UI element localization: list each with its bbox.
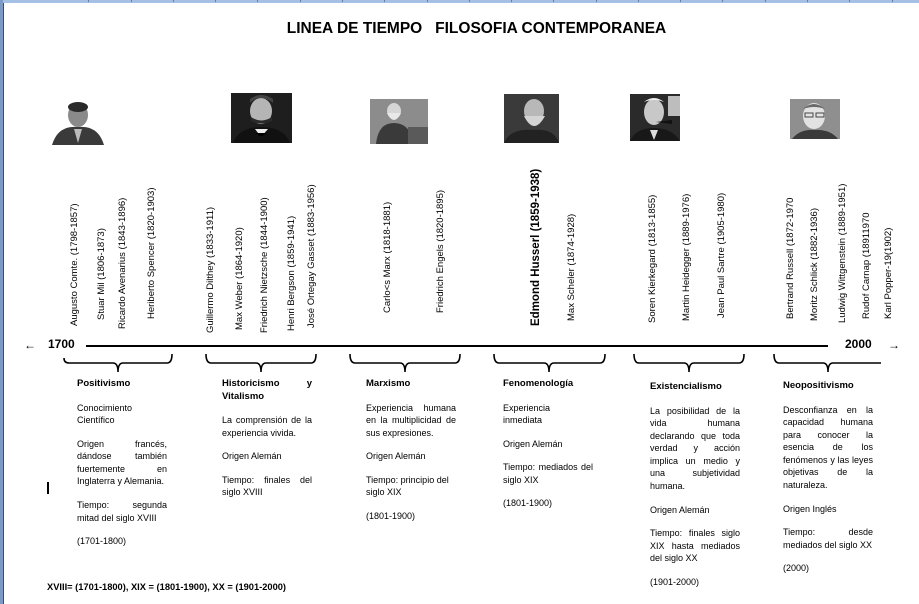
school-time: Tiempo: finales del siglo XVIII [222, 474, 312, 498]
horizontal-ruler[interactable] [0, 0, 919, 3]
end-year-label: 2000 [845, 337, 872, 351]
ruler-tick [511, 0, 512, 2]
brace-marxismo-icon [349, 350, 461, 376]
ruler-tick [849, 0, 850, 2]
philosopher-label: Henri Bergson (1859-1941) [286, 215, 297, 331]
school-neopositivismo [783, 378, 873, 586]
school-description: Experiencia humana en la multiplicidad de sus expresiones. [366, 402, 456, 438]
text-cursor [47, 482, 49, 494]
ruler-tick [638, 0, 639, 2]
philosopher-label: José Ortegay Gasset (1883-1956) [306, 184, 317, 328]
school-historicismo-vitalismo [222, 378, 312, 510]
philosopher-label: Bertrand Russell (1872-1970 [785, 197, 796, 319]
philosopher-label: Karl Popper-19(1902) [883, 227, 894, 319]
portrait-carnap-image[interactable] [790, 99, 840, 139]
school-description: Conocimiento Científico [77, 402, 133, 426]
philosopher-label: Jean Paul Sartre (1905-1980) [716, 192, 727, 318]
ruler-tick [173, 0, 174, 2]
brace-historicismo-icon [205, 350, 317, 376]
start-year-label: 1700 [48, 337, 75, 351]
school-time: Tiempo: desde mediados del siglo XX [783, 527, 873, 550]
school-origin: Origen francés, dándose también fuertemente en Inglaterra y Alemania. [77, 438, 167, 487]
school-title: Existencialismo [650, 381, 722, 392]
philosopher-label: Guillermo Dilthey (1833-1911) [205, 206, 216, 333]
ruler-tick [553, 0, 554, 2]
school-description: Experiencia inmediata [503, 402, 551, 426]
portrait-comte-image[interactable] [48, 95, 108, 145]
page-title: LINEA DE TIEMPO FILOSOFIA CONTEMPORANEA [286, 20, 667, 37]
timeline-axis [86, 345, 828, 347]
ruler-tick [807, 0, 808, 2]
ruler-tick [257, 0, 258, 2]
school-time: Tiempo: finales siglo XIX hasta mediados del siglo XX [650, 528, 740, 564]
brace-neopositivismo-icon [773, 350, 882, 376]
school-fenomenologia [503, 378, 593, 521]
brace-fenomenologia-icon [493, 350, 606, 376]
school-description: La comprensión de la experiencia vivida. [222, 415, 312, 438]
school-range: (1801-1900) [366, 511, 416, 522]
ruler-tick [215, 0, 216, 2]
ruler-tick [88, 0, 89, 2]
school-title: Positivismo [77, 378, 131, 389]
philosopher-label-featured: Edmond Husserl (1859-1938) [530, 168, 542, 326]
school-range: (1701-1800) [77, 536, 127, 547]
philosopher-label: Friedrich Nietzsche (1844-1900) [259, 197, 270, 333]
right-arrow-icon: → [888, 338, 900, 352]
school-title: Marxismo [366, 378, 411, 389]
ruler-tick [722, 0, 723, 2]
ruler-tick [384, 0, 385, 2]
philosopher-label: Moritz Schlick (1882-1936) [809, 208, 820, 321]
philosopher-label: Max Scheler (1874-1928) [566, 213, 577, 321]
school-positivismo [77, 378, 167, 559]
school-description: La posibilidad de la vida humana declarando que toda verdad y acción implica un medio y una subjetividad humana. [650, 405, 740, 492]
ruler-tick [892, 0, 893, 2]
philosopher-label: Max Weber (1864-1920) [234, 227, 245, 330]
philosopher-label: Ludwig Wittgenstein (1889-1951) [837, 183, 848, 323]
ruler-tick [342, 0, 343, 2]
century-legend: XVIII= (1701-1800), XIX = (1801-1900), XX = (1901-2000) [47, 582, 287, 592]
ruler-tick [469, 0, 470, 2]
ruler-tick [300, 0, 301, 2]
school-title: Fenomenología [503, 378, 574, 389]
philosopher-label: Carlo<s Marx (1818-1881) [382, 201, 393, 313]
school-range: (2000) [783, 563, 810, 574]
philosopher-label: Soren Kierkegard (1813-1855) [647, 194, 658, 323]
school-time: Tiempo: principio del siglo XIX [366, 474, 449, 498]
page-edge [3, 3, 4, 604]
school-title: Historicismo y Vitalismo [222, 378, 312, 402]
philosopher-label: Stuar Mil (1806-1873) [96, 228, 107, 320]
school-origin: Origen Alemán [222, 451, 282, 462]
school-title: Neopositivismo [783, 380, 854, 391]
school-range: (1801-1900) [503, 498, 553, 509]
philosopher-label: Friedrich Engels (1820-1895) [435, 189, 446, 313]
portrait-nietzsche-image[interactable] [231, 93, 292, 143]
ruler-tick [131, 0, 132, 2]
ruler-tick [427, 0, 428, 2]
brace-positivismo-icon [63, 350, 173, 376]
school-origin: Origen Alemán [650, 504, 710, 515]
portrait-russell-image[interactable] [630, 94, 680, 141]
philosopher-label: Heriberto Spencer (1820-1903) [146, 187, 157, 319]
school-existencialismo [650, 378, 740, 600]
ruler-tick [596, 0, 597, 2]
ruler-tick [765, 0, 766, 2]
portrait-marx-image[interactable] [370, 99, 428, 144]
portrait-husserl-image[interactable] [504, 94, 559, 143]
school-origin: Origen Inglés [783, 503, 837, 514]
school-origin: Origen Alemán [366, 451, 426, 462]
philosopher-label: Ricardo Avenarius (1843-1896) [117, 197, 128, 329]
left-arrow-icon: ← [24, 338, 36, 352]
school-description: Desconfianza en la capacidad humana para conocer la esencia de los fenómenos y las leyes objetivas de la naturaleza. [783, 404, 873, 491]
philosopher-label: Augusto Comte. (1798-1857) [69, 203, 80, 326]
philosopher-label: Martin Heidegger (1889-1976) [681, 193, 692, 321]
school-range: (1901-2000) [650, 577, 700, 588]
school-origin: Origen Alemán [503, 438, 563, 449]
school-time: Tiempo: mediados del siglo XIX [503, 462, 593, 485]
brace-existencialismo-icon [633, 350, 745, 376]
ruler-tick [680, 0, 681, 2]
school-marxismo [366, 378, 456, 534]
philosopher-label: Rudof Carnap (18911970 [861, 212, 872, 319]
school-time: Tiempo: segunda mitad del siglo XVIII [77, 500, 167, 523]
